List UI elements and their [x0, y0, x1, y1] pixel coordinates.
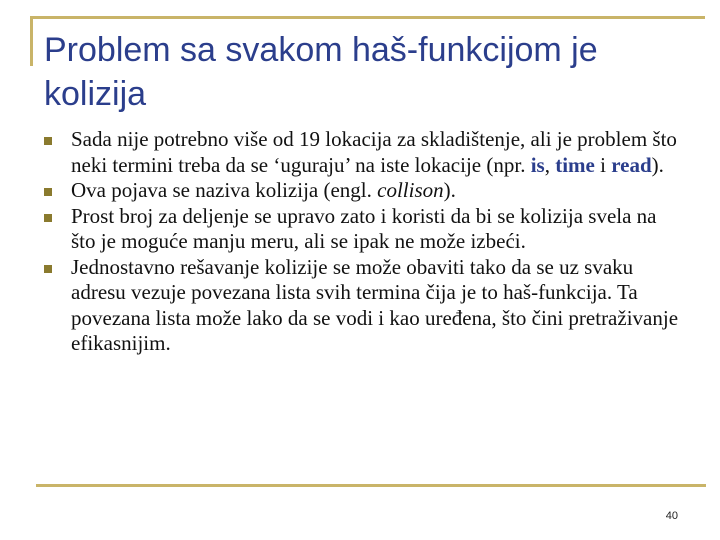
keyword-is: is	[530, 152, 545, 177]
square-bullet-icon	[44, 137, 52, 145]
page-number: 40	[665, 510, 678, 522]
square-bullet-icon	[44, 265, 52, 273]
bullet-text-end: ).	[651, 152, 664, 177]
bullet-text: Sada nije potrebno više od 19 lokacija za skladištenje, ali je problem što neki termini treba da se ‘uguraju’ na iste lokacije (npr.	[71, 127, 677, 177]
keyword-time: time	[555, 152, 595, 177]
bullet-list	[40, 127, 680, 357]
left-rule	[30, 16, 33, 66]
bullet-item	[40, 178, 680, 204]
square-bullet-icon	[44, 188, 52, 196]
top-rule	[30, 16, 705, 19]
italic-term: collison	[377, 178, 444, 202]
bottom-rule	[36, 484, 706, 487]
slide-title: Problem sa svakom haš-funkcijom je kolizija	[44, 31, 598, 113]
separator: ,	[544, 152, 556, 177]
bullet-text: Prost broj za deljenje se upravo zato i koristi da bi se kolizija svela na što je moguće manju meru, ali se ipak ne može izbeći.	[71, 203, 657, 253]
bullet-text: Jednostavno rešavanje kolizije se može obaviti tako da se uz svaku adresu vezuje povezana lista svih termina čija je to haš-funkcija. Ta povezana lista može lako da se vodi i kao uređena, što čini pretraživanje efikasnijim.	[71, 254, 679, 355]
bullet-item	[40, 127, 680, 178]
separator: i	[594, 152, 612, 177]
bullet-text-end: ).	[443, 178, 456, 202]
bullet-item	[40, 204, 680, 255]
bullet-text: Ova pojava se naziva kolizija (engl.	[71, 178, 378, 202]
square-bullet-icon	[44, 214, 52, 222]
bullet-item	[40, 255, 680, 357]
keyword-read: read	[611, 152, 652, 177]
